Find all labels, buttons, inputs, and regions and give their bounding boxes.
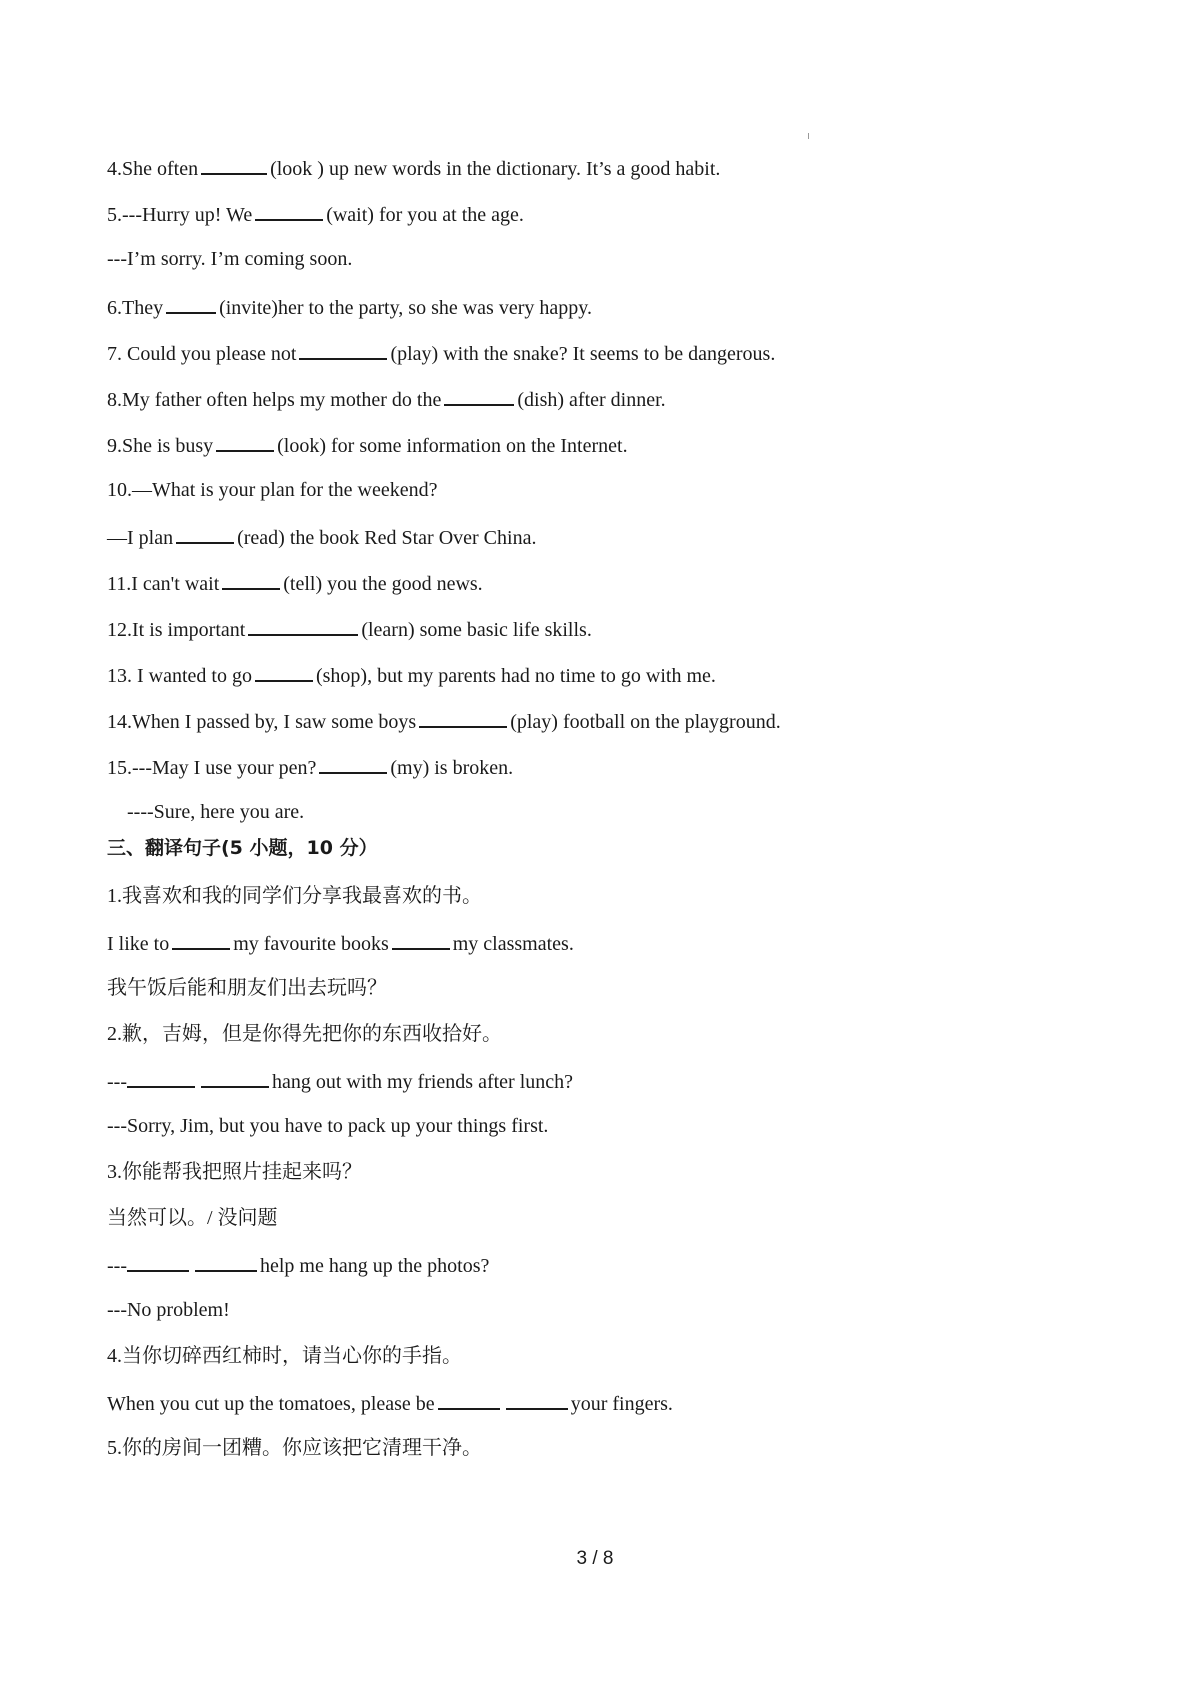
question-10 [107, 478, 437, 502]
q11-text-b: (tell) you the good news. [283, 573, 483, 595]
question-11 [107, 570, 483, 596]
translation-1-cn [107, 884, 482, 908]
answer-blank[interactable] [195, 1252, 257, 1272]
answer-blank[interactable] [444, 386, 514, 406]
translation-4-en [107, 1390, 673, 1416]
q9-text-a: 9.She is busy [107, 435, 214, 457]
q12-text-a: 12.It is important [107, 619, 246, 641]
question-10-reply [107, 524, 536, 550]
t2-en-a: --- [107, 1071, 127, 1093]
q4-text-b: (look ) up new words in the dictionary. It’s a good habit. [270, 158, 721, 180]
q6-text-a: 6.They [107, 297, 164, 319]
translation-3-en [107, 1252, 489, 1278]
t2-en-b: hang out with my friends after lunch? [271, 1071, 574, 1093]
translation-2-reply [107, 1114, 548, 1138]
q8-text-a: 8.My father often helps my mother do the [107, 389, 442, 411]
question-14 [107, 708, 781, 734]
t5-cn-text: 5.你的房间一团糟。你应该把它清理干净。 [107, 1437, 482, 1459]
translation-2-en [107, 1068, 573, 1094]
q10-reply-a: —I plan [107, 527, 174, 549]
answer-blank[interactable] [127, 1252, 189, 1272]
t1-en-c: my classmates. [452, 933, 574, 955]
q13-text-a: 13. I wanted to go [107, 665, 252, 687]
answer-blank[interactable] [506, 1390, 568, 1410]
q15-text-a: 15.---May I use your pen? [107, 757, 317, 779]
answer-blank[interactable] [438, 1390, 500, 1410]
translation-3-cn [107, 1160, 362, 1184]
answer-blank[interactable] [392, 930, 450, 950]
answer-blank[interactable] [255, 662, 313, 682]
q10-text: 10.—What is your plan for the weekend? [107, 479, 438, 501]
answer-blank[interactable] [419, 708, 507, 728]
t3-cn-reply-text: 当然可以。/ 没问题 [107, 1207, 278, 1229]
question-5-reply [107, 247, 352, 271]
t4-en-a: When you cut up the tomatoes, please be [107, 1393, 435, 1415]
q15-reply-text: ----Sure, here you are. [127, 801, 305, 823]
question-7 [107, 340, 775, 366]
q10-reply-b: (read) the book Red Star Over China. [237, 527, 537, 549]
question-9 [107, 432, 628, 458]
q5-text-a: 5.---Hurry up! We [107, 204, 253, 226]
translation-2-cn [107, 1022, 502, 1046]
t3-reply-text: ---No problem! [107, 1299, 230, 1321]
section-heading [107, 836, 378, 860]
translation-4-cn [107, 1344, 462, 1368]
answer-blank[interactable] [176, 524, 234, 544]
t1-en-b: my favourite books [233, 933, 389, 955]
q12-text-b: (learn) some basic life skills. [361, 619, 592, 641]
t2-q-text: 我午饭后能和朋友们出去玩吗？ [107, 977, 387, 999]
t2-reply-text: ---Sorry, Jim, but you have to pack up your things first. [107, 1115, 549, 1137]
answer-blank[interactable] [222, 570, 280, 590]
q6-text-b: (invite)her to the party, so she was very happy. [219, 297, 592, 319]
answer-blank[interactable] [216, 432, 274, 452]
page-number: 3 / 8 [576, 1548, 614, 1569]
question-15 [107, 754, 513, 780]
q7-text-b: (play) with the snake? It seems to be dangerous. [390, 343, 776, 365]
question-4 [107, 155, 720, 181]
q11-text-a: 11.I can't wait [107, 573, 220, 595]
question-6 [107, 294, 592, 320]
translation-1-en [107, 930, 574, 956]
translation-2-question [107, 976, 387, 1000]
answer-blank[interactable] [201, 1068, 269, 1088]
translation-3-reply [107, 1298, 230, 1322]
q7-text-a: 7. Could you please not [107, 343, 297, 365]
t1-en-a: I like to [107, 933, 170, 955]
answer-blank[interactable] [172, 930, 230, 950]
q8-text-b: (dish) after dinner. [517, 389, 666, 411]
scan-mark [808, 133, 809, 139]
question-8 [107, 386, 666, 412]
t4-en-b: your fingers. [570, 1393, 673, 1415]
t3-en-a: --- [107, 1255, 127, 1277]
q5-reply-text: ---I’m sorry. I’m coming soon. [107, 248, 353, 270]
q14-text-b: (play) football on the playground. [510, 711, 781, 733]
t4-cn-text: 4.当你切碎西红柿时，请当心你的手指。 [107, 1345, 462, 1367]
answer-blank[interactable] [201, 155, 267, 175]
question-13 [107, 662, 716, 688]
question-12 [107, 616, 592, 642]
answer-blank[interactable] [127, 1068, 195, 1088]
translation-3-cn-reply [107, 1206, 278, 1230]
answer-blank[interactable] [248, 616, 358, 636]
t3-en-b: help me hang up the photos? [259, 1255, 490, 1277]
q15-text-b: (my) is broken. [390, 757, 514, 779]
answer-blank[interactable] [166, 294, 216, 314]
q13-text-b: (shop), but my parents had no time to go with me. [315, 665, 716, 687]
q14-text-a: 14.When I passed by, I saw some boys [107, 711, 417, 733]
q9-text-b: (look) for some information on the Internet. [277, 435, 628, 457]
t1-cn-text: 1.我喜欢和我的同学们分享我最喜欢的书。 [107, 885, 482, 907]
translation-5-cn [107, 1436, 482, 1460]
q5-text-b: (wait) for you at the age. [326, 204, 524, 226]
answer-blank[interactable] [299, 340, 387, 360]
question-15-reply [127, 800, 304, 824]
answer-blank[interactable] [255, 201, 323, 221]
question-5 [107, 201, 524, 227]
answer-blank[interactable] [319, 754, 387, 774]
q4-text-a: 4.She often [107, 158, 199, 180]
section-heading-text: 三、翻译句子(5 小题，10 分） [107, 837, 378, 859]
t2-cn-text: 2.歉，吉姆，但是你得先把你的东西收拾好。 [107, 1023, 502, 1045]
t3-cn-text: 3.你能帮我把照片挂起来吗？ [107, 1161, 362, 1183]
